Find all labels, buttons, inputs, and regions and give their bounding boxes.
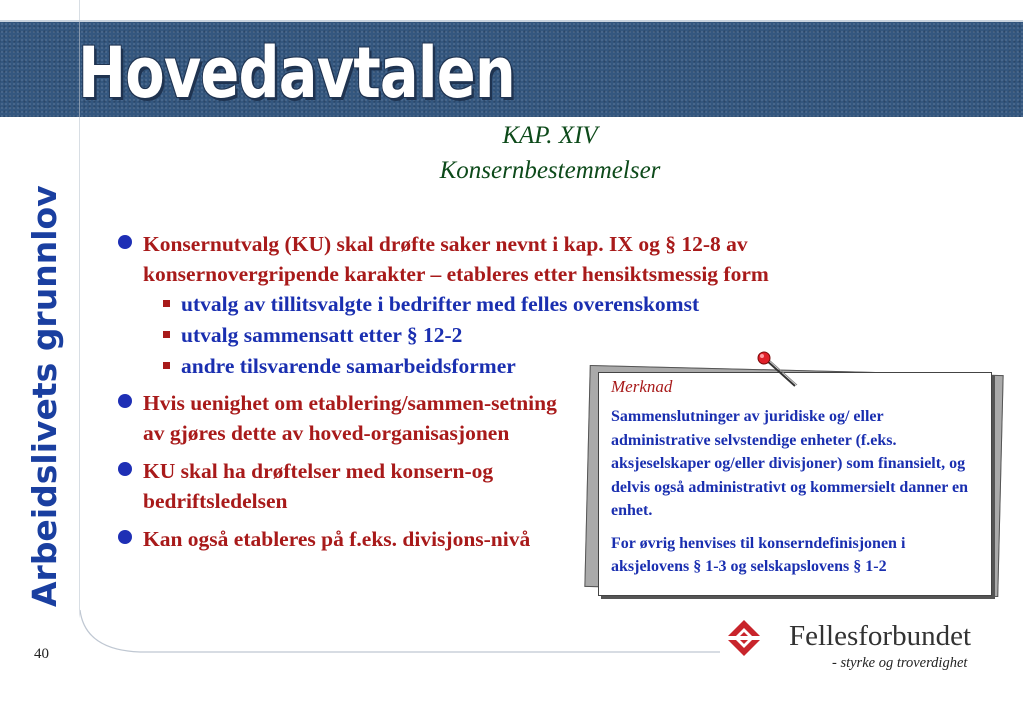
note-body: [611, 405, 981, 588]
pushpin-icon: [755, 350, 805, 390]
title-banner: [0, 22, 1023, 117]
bullet-dot-icon: [118, 235, 132, 249]
sub-bullet-text: utvalg sammensatt etter § 12-2: [181, 323, 463, 347]
sub-bullet-item: [163, 289, 918, 320]
fellesforbundet-logo-icon: [724, 618, 764, 658]
bullet-item: [118, 456, 563, 516]
bullet-text: Kan også etableres på f.eks. divisjons-nivå: [143, 527, 531, 551]
bottom-frame-line: [80, 600, 730, 660]
bullet-dot-icon: [118, 462, 132, 476]
bullet-text: Konsernutvalg (KU) skal drøfte saker nevnt i kap. IX og § 12-8 av konsernovergripende karakter – etableres etter hensiktsmessig form: [143, 232, 769, 286]
chapter-number: KAP. XIV: [502, 122, 598, 149]
square-bullet-icon: [163, 300, 170, 307]
chapter-title: Konsernbestemmelser: [439, 157, 661, 184]
note-paragraph: For øvrig henvises til konserndefinisjonen i aksjelovens § 1-3 og selskapslovens § 1-2: [611, 534, 906, 575]
page-title: Hovedavtalen: [78, 32, 515, 114]
bullet-item: [118, 524, 583, 554]
bullet-item: [118, 388, 583, 448]
logo-tagline: - styrke og troverdighet: [832, 655, 968, 671]
sub-bullet-item: [163, 320, 918, 351]
note-heading: Merknad: [611, 377, 673, 396]
logo-name: Fellesforbundet: [789, 620, 972, 652]
note-card: [598, 372, 992, 596]
bullet-dot-icon: [118, 530, 132, 544]
bullet-dot-icon: [118, 394, 132, 408]
sub-bullet-text: utvalg av tillitsvalgte i bedrifter med felles overenskomst: [181, 292, 700, 316]
bullet-text: Hvis uenighet om etablering/sammen-setning av gjøres dette av hoved-organisasjonen: [143, 391, 557, 445]
page-number: 40: [34, 646, 49, 662]
sub-bullet-text: andre tilsvarende samarbeidsformer: [181, 354, 516, 378]
square-bullet-icon: [163, 331, 170, 338]
note-paragraph: Sammenslutninger av juridiske og/ eller administrative selvstendige enheter (f.eks. aksjeselskaper og/eller divisjoner) som finansielt, og delvis også administrativt og kommersielt danner en enhet.: [611, 408, 969, 519]
square-bullet-icon: [163, 362, 170, 369]
bullet-text: KU skal ha drøftelser med konsern-og bedriftsledelsen: [143, 459, 494, 513]
bullet-item: [118, 229, 933, 289]
side-label: Arbeidslivets grunnlov: [25, 185, 64, 607]
